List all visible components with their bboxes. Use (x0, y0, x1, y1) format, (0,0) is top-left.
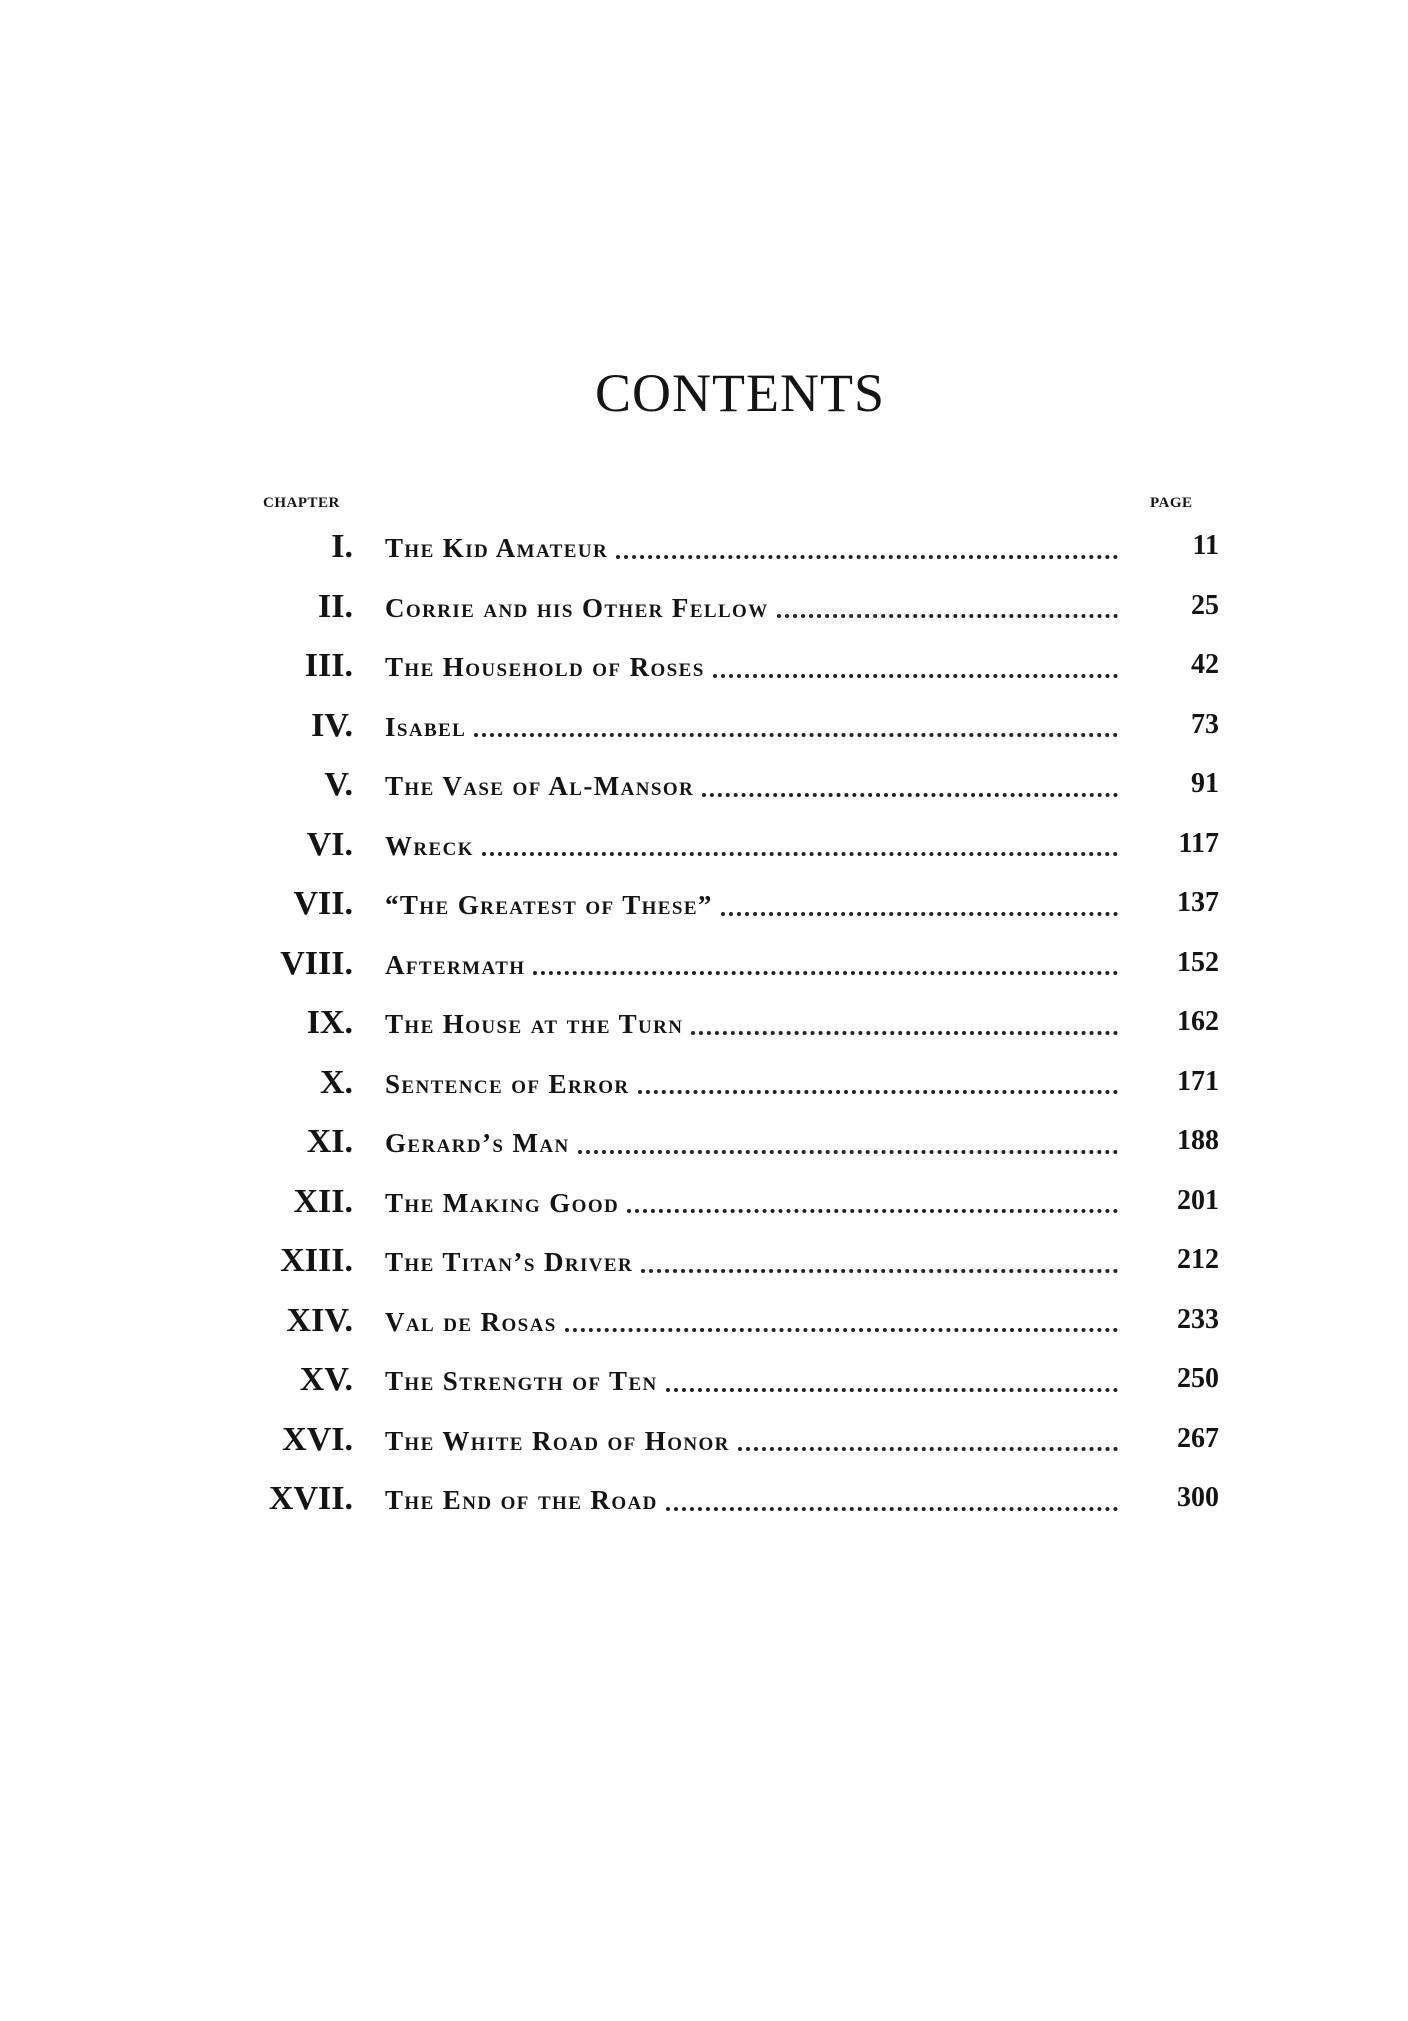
dot-leader (638, 1090, 1118, 1094)
chapter-number: V. (324, 766, 353, 803)
chapter-line (385, 594, 1128, 624)
chapter-number: XV. (299, 1361, 353, 1398)
chapter-line (385, 1010, 1128, 1040)
chapter-line (385, 1308, 1128, 1338)
chapter-line (385, 832, 1128, 862)
chapter-number: XVI. (282, 1420, 353, 1458)
chapter-title: Isabel (385, 711, 467, 742)
page-number: 171 (1177, 1065, 1219, 1097)
chapter-title: The Kid Amateur (385, 533, 609, 563)
page-number: 25 (1191, 589, 1219, 621)
chapter-title: Corrie and his Other Fellow (385, 592, 769, 623)
page-column-header: PAGE (1150, 495, 1193, 511)
page-number: 42 (1191, 649, 1219, 680)
chapter-title: Wreck (385, 830, 474, 861)
chapter-line (385, 1129, 1128, 1159)
toc-entry (0, 522, 1408, 582)
page-number: 73 (1191, 708, 1219, 740)
dot-leader (666, 1388, 1118, 1392)
chapter-number: IV. (311, 706, 353, 744)
chapter-line (385, 1070, 1128, 1100)
chapter-number: III. (304, 647, 353, 684)
chapter-number: IX. (306, 1004, 353, 1041)
chapter-line (385, 772, 1128, 802)
dot-leader (713, 674, 1118, 678)
chapter-number: XI. (306, 1123, 353, 1160)
chapter-line (385, 653, 1128, 683)
dot-leader (738, 1447, 1118, 1451)
toc-entry (0, 1236, 1408, 1296)
table-of-contents (0, 522, 1408, 1534)
dot-leader (482, 852, 1118, 856)
chapter-title: Aftermath (385, 949, 526, 980)
chapter-line (385, 951, 1128, 981)
chapter-number: VIII. (280, 944, 353, 982)
dot-leader (641, 1269, 1118, 1273)
page-title: CONTENTS (595, 363, 885, 423)
dot-leader (565, 1328, 1118, 1332)
page-number: 267 (1177, 1422, 1219, 1454)
chapter-title: The Titan’s Driver (385, 1247, 634, 1277)
chapter-number: VI. (306, 825, 353, 863)
toc-entry (0, 582, 1408, 642)
chapter-line (385, 713, 1128, 743)
chapter-number: II. (318, 587, 353, 625)
chapter-title: The Household of Roses (385, 652, 705, 682)
dot-leader (474, 733, 1118, 737)
dot-leader (666, 1507, 1118, 1511)
chapter-number: XIV. (286, 1301, 353, 1339)
chapter-title: The Making Good (385, 1187, 620, 1218)
dot-leader (721, 912, 1118, 916)
toc-entry (0, 1117, 1408, 1177)
toc-entry (0, 1177, 1408, 1237)
toc-entry (0, 1296, 1408, 1356)
toc-entry (0, 701, 1408, 761)
page-number: 117 (1178, 827, 1219, 859)
page-number: 91 (1191, 768, 1219, 799)
page-number: 212 (1177, 1244, 1219, 1275)
page-number: 162 (1177, 1006, 1219, 1037)
chapter-line (385, 1427, 1128, 1457)
chapter-title: “The Greatest of These” (385, 890, 713, 920)
page-number: 300 (1177, 1482, 1219, 1513)
chapter-column-header: CHAPTER (263, 495, 340, 511)
chapter-title: Gerard’s Man (385, 1128, 570, 1158)
chapter-number: XII. (293, 1182, 353, 1220)
chapter-line (385, 1486, 1128, 1516)
chapter-title: Sentence of Error (385, 1068, 630, 1099)
page-number: 233 (1177, 1303, 1219, 1335)
dot-leader (702, 793, 1118, 797)
page-number: 137 (1177, 887, 1219, 918)
toc-entry (0, 641, 1408, 701)
page-number: 152 (1177, 946, 1219, 978)
chapter-title: The White Road of Honor (385, 1425, 730, 1456)
chapter-number: I. (331, 528, 353, 565)
chapter-line (385, 891, 1128, 921)
dot-leader (691, 1031, 1118, 1035)
dot-leader (627, 1209, 1118, 1213)
toc-entry (0, 1355, 1408, 1415)
chapter-title: The Strength of Ten (385, 1366, 658, 1396)
dot-leader (616, 555, 1118, 559)
toc-entry (0, 820, 1408, 880)
chapter-number: X. (319, 1063, 353, 1101)
chapter-number: XVII. (268, 1480, 353, 1517)
page-number: 201 (1177, 1184, 1219, 1216)
toc-entry (0, 1058, 1408, 1118)
toc-entry (0, 939, 1408, 999)
chapter-number: VII. (293, 885, 353, 922)
chapter-line (385, 1189, 1128, 1219)
page-number: 188 (1177, 1125, 1219, 1156)
chapter-line (385, 534, 1128, 564)
dot-leader (533, 971, 1118, 975)
toc-entry (0, 998, 1408, 1058)
chapter-title: The Vase of Al-Mansor (385, 771, 695, 801)
page-number: 11 (1192, 530, 1219, 561)
chapter-title: Val de Rosas (385, 1306, 557, 1337)
chapter-number: XIII. (280, 1242, 353, 1279)
page-number: 250 (1177, 1363, 1219, 1394)
toc-entry (0, 1415, 1408, 1475)
chapter-line (385, 1248, 1128, 1278)
chapter-line (385, 1367, 1128, 1397)
toc-entry (0, 760, 1408, 820)
toc-entry (0, 879, 1408, 939)
dot-leader (777, 614, 1118, 618)
chapter-title: The House at the Turn (385, 1009, 684, 1039)
toc-entry (0, 1474, 1408, 1534)
dot-leader (578, 1150, 1118, 1154)
chapter-title: The End of the Road (385, 1485, 658, 1515)
